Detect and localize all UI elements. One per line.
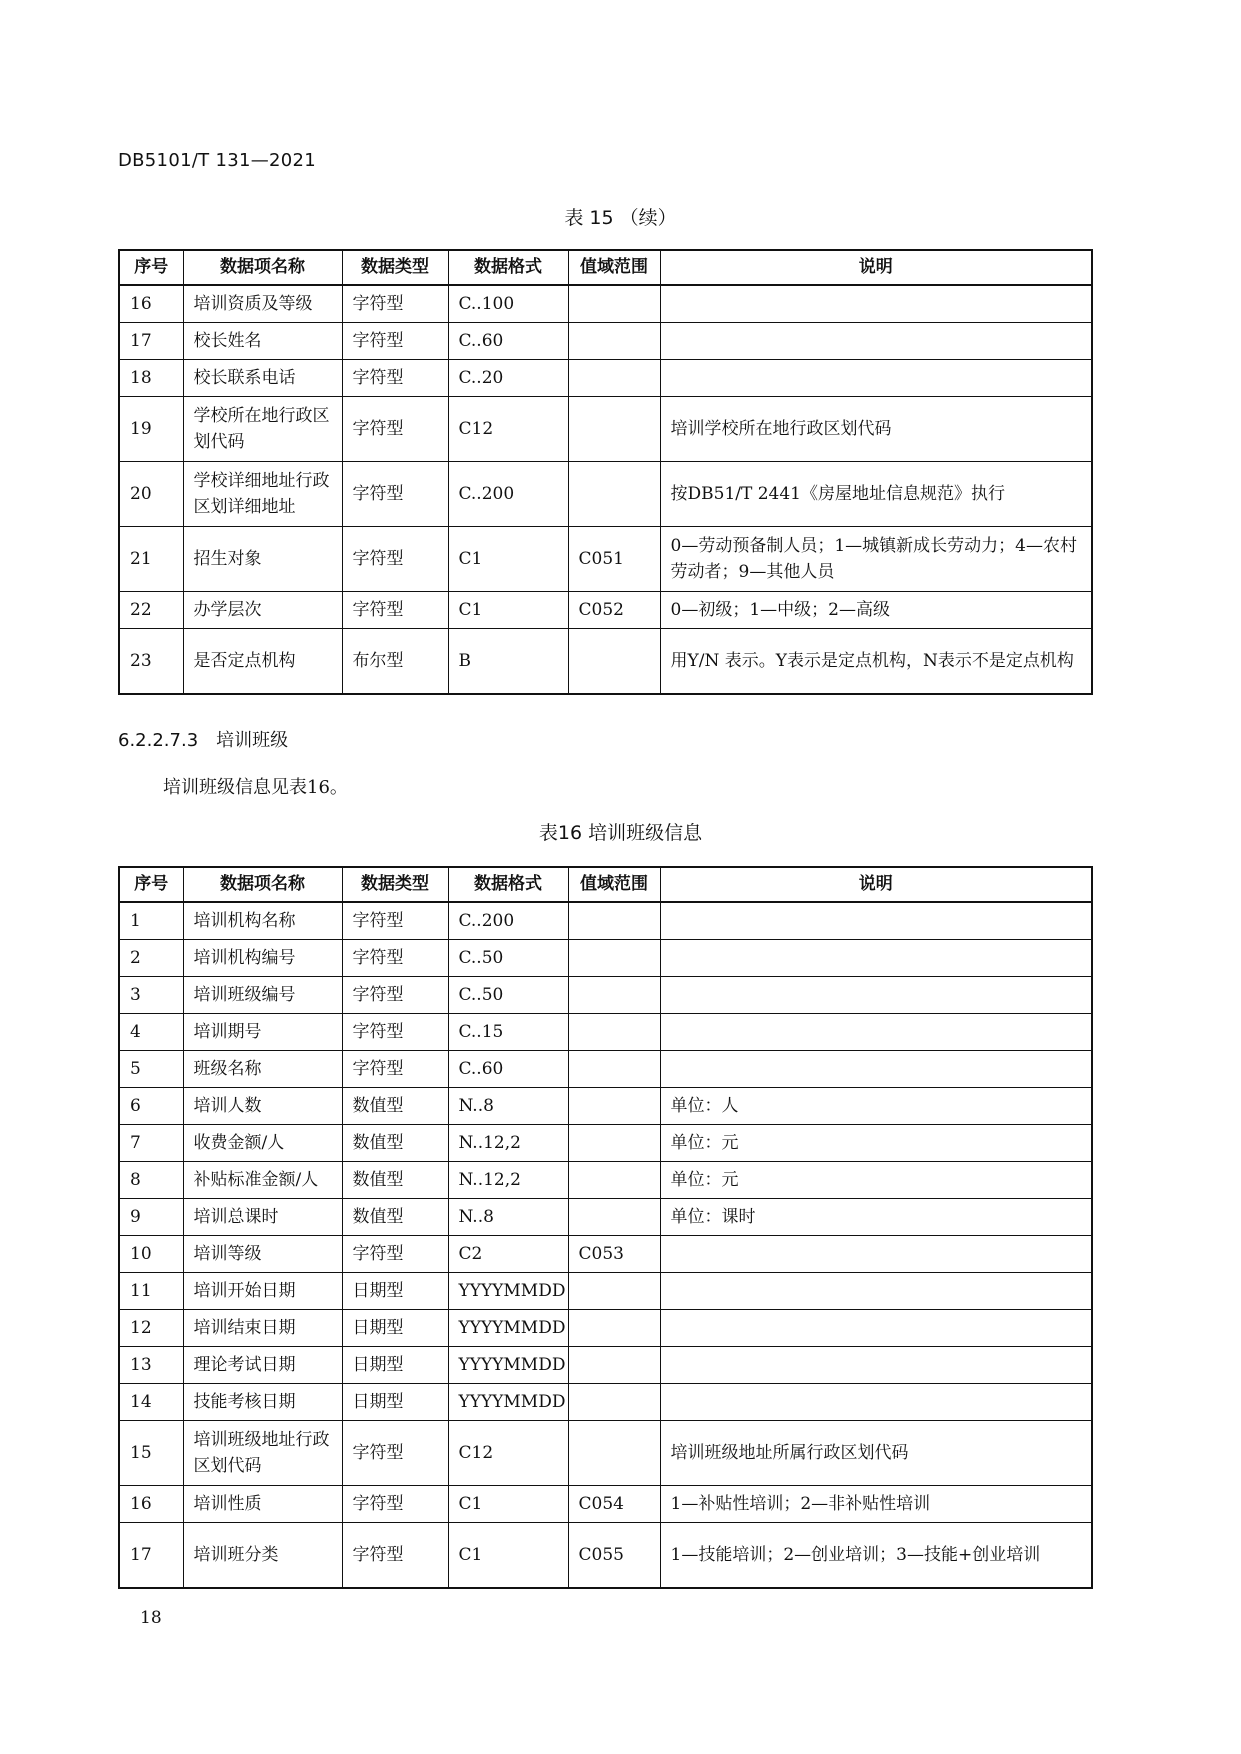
table-row xyxy=(119,462,1092,527)
cell-item-name: 校长联系电话 xyxy=(183,360,342,397)
col-header-index: 序号 xyxy=(119,250,183,285)
col-header-data-type: 数据类型 xyxy=(342,250,448,285)
cell-value-range xyxy=(568,397,660,462)
cell-data-format: N..8 xyxy=(448,1088,568,1125)
cell-index: 2 xyxy=(119,940,183,977)
cell-description xyxy=(660,1310,1092,1347)
cell-description xyxy=(660,360,1092,397)
cell-value-range xyxy=(568,1051,660,1088)
table-row xyxy=(119,1162,1092,1199)
cell-data-format: YYYYMMDD xyxy=(448,1310,568,1347)
cell-item-name: 技能考核日期 xyxy=(183,1384,342,1421)
cell-description xyxy=(660,285,1092,323)
cell-value-range xyxy=(568,1199,660,1236)
table-row xyxy=(119,323,1092,360)
col-header-item-name: 数据项名称 xyxy=(183,250,342,285)
cell-value-range: C051 xyxy=(568,527,660,592)
cell-index: 7 xyxy=(119,1125,183,1162)
table-row xyxy=(119,1523,1092,1589)
cell-value-range xyxy=(568,285,660,323)
table-row xyxy=(119,1199,1092,1236)
cell-data-type: 布尔型 xyxy=(342,629,448,695)
table-row xyxy=(119,1014,1092,1051)
cell-index: 17 xyxy=(119,323,183,360)
cell-description: 用Y/N 表示。Y表示是定点机构，N表示不是定点机构 xyxy=(660,629,1092,695)
table-row xyxy=(119,1273,1092,1310)
cell-data-type: 日期型 xyxy=(342,1347,448,1384)
cell-value-range xyxy=(568,462,660,527)
cell-index: 22 xyxy=(119,592,183,629)
document-id: DB5101/T 131—2021 xyxy=(118,150,317,171)
cell-value-range xyxy=(568,1125,660,1162)
cell-data-type: 字符型 xyxy=(342,323,448,360)
cell-data-format: YYYYMMDD xyxy=(448,1273,568,1310)
cell-description: 1—补贴性培训；2—非补贴性培训 xyxy=(660,1486,1092,1523)
cell-index: 16 xyxy=(119,285,183,323)
cell-value-range xyxy=(568,902,660,940)
col-header-data-format: 数据格式 xyxy=(448,250,568,285)
cell-index: 5 xyxy=(119,1051,183,1088)
cell-value-range xyxy=(568,940,660,977)
cell-description: 单位：元 xyxy=(660,1162,1092,1199)
cell-item-name: 是否定点机构 xyxy=(183,629,342,695)
cell-item-name: 理论考试日期 xyxy=(183,1347,342,1384)
cell-description: 0—初级；1—中级；2—高级 xyxy=(660,592,1092,629)
cell-value-range xyxy=(568,1421,660,1486)
cell-index: 8 xyxy=(119,1162,183,1199)
cell-description xyxy=(660,1014,1092,1051)
cell-value-range xyxy=(568,323,660,360)
cell-data-type: 数值型 xyxy=(342,1162,448,1199)
table-row xyxy=(119,1310,1092,1347)
table15-caption: 表 15 （续） xyxy=(564,207,677,229)
cell-item-name: 培训班级地址行政区划代码 xyxy=(183,1421,342,1486)
cell-data-type: 字符型 xyxy=(342,527,448,592)
cell-data-format: C..200 xyxy=(448,462,568,527)
cell-item-name: 学校详细地址行政区划详细地址 xyxy=(183,462,342,527)
cell-data-type: 字符型 xyxy=(342,592,448,629)
col-header-item-name: 数据项名称 xyxy=(183,867,342,902)
table15 xyxy=(118,249,1093,695)
cell-item-name: 办学层次 xyxy=(183,592,342,629)
cell-index: 14 xyxy=(119,1384,183,1421)
cell-data-format: C12 xyxy=(448,397,568,462)
cell-value-range: C054 xyxy=(568,1486,660,1523)
table16 xyxy=(118,866,1093,1589)
table-header-row xyxy=(119,250,1092,285)
cell-data-type: 字符型 xyxy=(342,462,448,527)
cell-description: 单位：人 xyxy=(660,1088,1092,1125)
cell-index: 16 xyxy=(119,1486,183,1523)
cell-index: 15 xyxy=(119,1421,183,1486)
cell-data-format: C..60 xyxy=(448,323,568,360)
cell-data-format: C2 xyxy=(448,1236,568,1273)
cell-item-name: 招生对象 xyxy=(183,527,342,592)
cell-data-format: C..200 xyxy=(448,902,568,940)
cell-data-format: C1 xyxy=(448,527,568,592)
cell-data-format: C..20 xyxy=(448,360,568,397)
section-title: 培训班级 xyxy=(216,730,289,751)
cell-data-type: 字符型 xyxy=(342,397,448,462)
cell-description xyxy=(660,1236,1092,1273)
cell-data-type: 数值型 xyxy=(342,1125,448,1162)
cell-index: 12 xyxy=(119,1310,183,1347)
table16-body xyxy=(119,902,1092,1588)
cell-description xyxy=(660,1347,1092,1384)
cell-index: 21 xyxy=(119,527,183,592)
cell-item-name: 培训机构名称 xyxy=(183,902,342,940)
cell-index: 4 xyxy=(119,1014,183,1051)
cell-item-name: 培训等级 xyxy=(183,1236,342,1273)
cell-data-type: 字符型 xyxy=(342,940,448,977)
cell-index: 19 xyxy=(119,397,183,462)
page-number: 18 xyxy=(140,1608,162,1628)
table-row xyxy=(119,977,1092,1014)
col-header-value-range: 值域范围 xyxy=(568,250,660,285)
cell-index: 6 xyxy=(119,1088,183,1125)
cell-index: 9 xyxy=(119,1199,183,1236)
cell-item-name: 培训资质及等级 xyxy=(183,285,342,323)
cell-index: 11 xyxy=(119,1273,183,1310)
cell-description: 1—技能培训；2—创业培训；3—技能+创业培训 xyxy=(660,1523,1092,1589)
cell-value-range xyxy=(568,1273,660,1310)
cell-value-range xyxy=(568,1162,660,1199)
cell-data-type: 日期型 xyxy=(342,1384,448,1421)
cell-data-type: 字符型 xyxy=(342,1014,448,1051)
cell-data-type: 字符型 xyxy=(342,1486,448,1523)
table-header-row xyxy=(119,867,1092,902)
cell-item-name: 培训总课时 xyxy=(183,1199,342,1236)
cell-data-type: 数值型 xyxy=(342,1088,448,1125)
cell-data-type: 字符型 xyxy=(342,1523,448,1589)
cell-description xyxy=(660,1051,1092,1088)
cell-data-type: 字符型 xyxy=(342,902,448,940)
table-row xyxy=(119,592,1092,629)
cell-item-name: 培训结束日期 xyxy=(183,1310,342,1347)
table-row xyxy=(119,1125,1092,1162)
cell-data-type: 字符型 xyxy=(342,1236,448,1273)
cell-data-format: N..12,2 xyxy=(448,1162,568,1199)
cell-description xyxy=(660,977,1092,1014)
cell-data-format: N..8 xyxy=(448,1199,568,1236)
col-header-index: 序号 xyxy=(119,867,183,902)
cell-item-name: 培训班级编号 xyxy=(183,977,342,1014)
cell-item-name: 班级名称 xyxy=(183,1051,342,1088)
cell-description: 培训班级地址所属行政区划代码 xyxy=(660,1421,1092,1486)
cell-value-range xyxy=(568,1384,660,1421)
cell-data-type: 字符型 xyxy=(342,1421,448,1486)
cell-data-format: YYYYMMDD xyxy=(448,1384,568,1421)
cell-data-format: C1 xyxy=(448,1486,568,1523)
cell-value-range xyxy=(568,1014,660,1051)
col-header-data-format: 数据格式 xyxy=(448,867,568,902)
cell-data-format: C1 xyxy=(448,592,568,629)
cell-item-name: 培训期号 xyxy=(183,1014,342,1051)
cell-data-format: YYYYMMDD xyxy=(448,1347,568,1384)
cell-value-range: C053 xyxy=(568,1236,660,1273)
table-row xyxy=(119,629,1092,695)
cell-value-range xyxy=(568,1347,660,1384)
cell-data-format: C..50 xyxy=(448,940,568,977)
cell-index: 20 xyxy=(119,462,183,527)
table-row xyxy=(119,360,1092,397)
cell-item-name: 补贴标准金额/人 xyxy=(183,1162,342,1199)
cell-item-name: 收费金额/人 xyxy=(183,1125,342,1162)
cell-index: 10 xyxy=(119,1236,183,1273)
cell-description: 0—劳动预备制人员；1—城镇新成长劳动力；4—农村劳动者；9—其他人员 xyxy=(660,527,1092,592)
cell-data-type: 数值型 xyxy=(342,1199,448,1236)
cell-item-name: 校长姓名 xyxy=(183,323,342,360)
col-header-data-type: 数据类型 xyxy=(342,867,448,902)
section-number: 6.2.2.7.3 xyxy=(118,730,199,751)
col-header-value-range: 值域范围 xyxy=(568,867,660,902)
table-row xyxy=(119,1486,1092,1523)
cell-description: 单位：课时 xyxy=(660,1199,1092,1236)
cell-description: 按DB51/T 2441《房屋地址信息规范》执行 xyxy=(660,462,1092,527)
cell-index: 3 xyxy=(119,977,183,1014)
cell-description: 培训学校所在地行政区划代码 xyxy=(660,397,1092,462)
col-header-description: 说明 xyxy=(660,867,1092,902)
cell-data-type: 字符型 xyxy=(342,977,448,1014)
cell-item-name: 培训人数 xyxy=(183,1088,342,1125)
cell-data-format: C1 xyxy=(448,1523,568,1589)
section-heading xyxy=(118,726,288,752)
table-row xyxy=(119,1421,1092,1486)
cell-data-format: B xyxy=(448,629,568,695)
cell-value-range xyxy=(568,1088,660,1125)
cell-index: 23 xyxy=(119,629,183,695)
cell-data-format: C..60 xyxy=(448,1051,568,1088)
col-header-description: 说明 xyxy=(660,250,1092,285)
cell-data-format: N..12,2 xyxy=(448,1125,568,1162)
cell-description: 单位：元 xyxy=(660,1125,1092,1162)
cell-item-name: 培训机构编号 xyxy=(183,940,342,977)
cell-item-name: 培训班分类 xyxy=(183,1523,342,1589)
cell-description xyxy=(660,323,1092,360)
cell-description xyxy=(660,1384,1092,1421)
cell-item-name: 培训开始日期 xyxy=(183,1273,342,1310)
table-row xyxy=(119,1051,1092,1088)
cell-data-type: 字符型 xyxy=(342,360,448,397)
table-row xyxy=(119,902,1092,940)
cell-index: 1 xyxy=(119,902,183,940)
cell-data-format: C..50 xyxy=(448,977,568,1014)
cell-index: 17 xyxy=(119,1523,183,1589)
table15-body xyxy=(119,285,1092,694)
cell-description xyxy=(660,902,1092,940)
cell-value-range: C055 xyxy=(568,1523,660,1589)
table-row xyxy=(119,940,1092,977)
table-row xyxy=(119,1384,1092,1421)
table-row xyxy=(119,1236,1092,1273)
cell-value-range xyxy=(568,360,660,397)
cell-value-range xyxy=(568,1310,660,1347)
cell-value-range: C052 xyxy=(568,592,660,629)
cell-value-range xyxy=(568,977,660,1014)
cell-item-name: 培训性质 xyxy=(183,1486,342,1523)
table-row xyxy=(119,1347,1092,1384)
cell-item-name: 学校所在地行政区划代码 xyxy=(183,397,342,462)
cell-data-format: C..15 xyxy=(448,1014,568,1051)
cell-data-type: 日期型 xyxy=(342,1310,448,1347)
cell-data-type: 日期型 xyxy=(342,1273,448,1310)
cell-index: 18 xyxy=(119,360,183,397)
cell-description xyxy=(660,1273,1092,1310)
table-row xyxy=(119,285,1092,323)
table-row xyxy=(119,527,1092,592)
cell-index: 13 xyxy=(119,1347,183,1384)
table-row xyxy=(119,397,1092,462)
cell-data-format: C12 xyxy=(448,1421,568,1486)
cell-data-type: 字符型 xyxy=(342,1051,448,1088)
cell-data-format: C..100 xyxy=(448,285,568,323)
body-paragraph: 培训班级信息见表16。 xyxy=(163,777,348,798)
cell-description xyxy=(660,940,1092,977)
table16-caption: 表16 培训班级信息 xyxy=(538,822,703,844)
cell-value-range xyxy=(568,629,660,695)
table-row xyxy=(119,1088,1092,1125)
cell-data-type: 字符型 xyxy=(342,285,448,323)
